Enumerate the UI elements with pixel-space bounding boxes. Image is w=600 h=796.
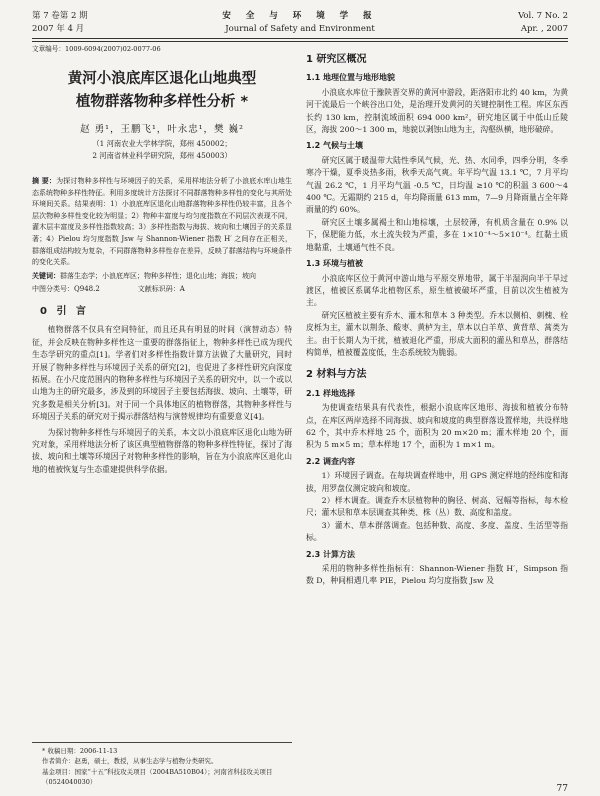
clc-number: 中图分类号：Q948.2 [32, 285, 100, 294]
title-line-2: 植物群落物种多样性分析 * [75, 94, 249, 110]
journal-title-en: Journal of Safety and Environment [225, 24, 375, 34]
left-column [32, 44, 292, 788]
journal-volume-en [518, 10, 568, 36]
keywords [32, 271, 292, 283]
header-rule [32, 38, 568, 42]
title-line-1: 黄河小浪底库区退化山地典型 [67, 71, 257, 87]
subsection-2-3: 2.3 计算方法 [306, 549, 355, 559]
subsection-1-3: 1.3 环境与植被 [306, 259, 363, 269]
paragraph-1-3b: 研究区植被主要有乔木、灌木和草本 3 种类型。乔木以侧柏、刺槐、栓皮栎为主，灌木以荆条、酸枣、黄栌为主，草本以白羊草、黄背草、蒿类为主。由于长期人为干扰，植被退化严重，形成大面积的灌丛和草丛，群落结构简单，植被覆盖度低，生态系统较为脆弱。 [306, 310, 568, 357]
footnote-received: * 收稿日期：2006-11-13 [42, 746, 118, 755]
right-column [306, 44, 568, 788]
footnote-author: 作者简介：赵勇，硕士，教授，从事生态学与植物分类研究。 [42, 757, 218, 766]
section-0-heading: 0 引 言 [40, 305, 89, 317]
abstract-label: 摘 要： [32, 177, 57, 185]
paragraph-2-2b: 2）样木调查。调查乔木层植物种的胸径、树高、冠幅等指标，每木检尺；灌木层和草本层调查其种类、株（丛）数、高度和盖度。 [306, 496, 568, 518]
authors: 赵 勇¹，王鹏飞¹，叶永忠¹，樊 巍² [80, 124, 244, 135]
journal-title-cn: 安 全 与 环 境 学 报 [222, 11, 378, 21]
paragraph-2-2c: 3）灌木、草本群落调查。包括种数、高度、多度、盖度、生活型等指标。 [306, 520, 568, 543]
paragraph-2-1: 为使调查结果具有代表性，根据小浪底库区地形、海拔和植被分布特点，在库区两岸选择不同海拔、坡向和坡度的典型群落设置样地，共设样地 62 个，其中乔木样地 25 个，面积为 20 m×20 m；灌木样地 20 个，面积为 5 m×5 m；草本样地 17 个，面积为 1 m×1 m。 [306, 403, 568, 450]
subsection-2-2: 2.2 调查内容 [306, 456, 355, 466]
subsection-2-1: 2.1 样地选择 [306, 388, 355, 398]
article-number: 文章编号：1009-6094(2007)02-0077-06 [32, 45, 161, 53]
vol-no-en: Vol. 7 No. 2 [518, 11, 568, 21]
paragraph-1-2: 研究区属于暖温带大陆性季风气候，光、热、水同季，四季分明，冬季寒冷干燥，夏季炎热多雨，秋季天高气爽。年平均气温 13.1 ℃，7 月平均气温 26.2 ℃，1 月平均气温 -0.5 ℃，日均温 ≥10 ℃的积温 3 600～4 400 ℃。无霜期约 215 d，年均降雨量 613 mm，7—9 月降雨量占全年降雨量的约 60%。 [306, 155, 568, 215]
keywords-text: 群落生态学；小浪底库区；物种多样性；退化山地；海拔；坡向 [60, 271, 256, 280]
section-1-heading: 1 研究区概况 [306, 54, 367, 65]
paragraph-1-1: 小浪底水库位于豫陕晋交界的黄河中游段，距洛阳市北约 40 km，为黄河干流最后一个峡谷出口处，是治理开发黄河的关键控制性工程。库区东西长约 130 km，控制流域面积 694 000 km²，研究地区属于中低山丘陵区，海拔 200～1 300 m，地貌以剥蚀山地为主，沟壑纵横，地形破碎。 [306, 87, 568, 135]
abstract-text: 为探讨物种多样性与环境因子的关系，采用样地法分析了小浪底水库山地生态系统物种多样性特征。利用多度统计方法探讨不同群落物种多样性的变化与其所处环境间关系。结果表明：1）小浪底库区退化山地群落物种多样性仍较丰富，且各个层次物种多样性变化较为明显；2）物种丰富度与均匀度指数在不同层次表现不同，灌木层丰富度及多样性指数较高；3）多样性指数与海拔、坡向和土壤因子的关系显著；4）Pielou 均匀度指数 Jsw 与 Shannon-Wiener 指数 H′ 之间存在正相关，群落组成结构较为复杂，不同群落物种多样性存在差异，反映了群落结构与环境条件的变化关系。 [32, 177, 292, 267]
section-2-heading: 2 材料与方法 [306, 369, 367, 381]
paragraph-2-2a: 1）环境因子调查。在每块调查样地中，用 GPS 测定样地的经纬度和海拔，用罗盘仪测定坡向和坡度。 [306, 471, 568, 493]
affiliation-1: （1 河南农业大学林学院，郑州 450002； [92, 139, 232, 148]
footnote-fund: 基金项目：国家“十五”科技攻关项目（2004BA510B04）；河南省科技攻关项目（0524040030） [42, 767, 273, 787]
subsection-1-1: 1.1 地理位置与地形地貌 [306, 73, 395, 83]
keywords-label: 关键词： [32, 271, 60, 280]
footnote [32, 742, 292, 788]
intro-paragraph-1: 植物群落不仅具有空间特征，而且还具有明显的时间（演替动态）特征，并会反映在物种多样性这一重要的群落指征上，物种多样性已成为现代生态学研究的重点[1]。学者们对多样性指数计算方法做了大量研究，同时开展了物种多样性与环境因子关系的研究[2]，也促进了多样性研究向深度拓展。在小尺度范围内的物种多样性与环境因子关系的研究中，以一个或以山地为主的研究最多，涉及到的环境因子主要包括海拔、坡向、土壤等，研究多数是相关分析[3]。对于同一个具体地区的植物群落，其物种多样性与环境因子关系的研究对于揭示群落结构与演替规律均有重要意义[4]。 [32, 325, 292, 422]
volume-issue: 第 7 卷第 2 期 [32, 11, 88, 21]
document-code: 文献标识码：A [137, 285, 185, 294]
paper-title [32, 68, 292, 114]
paragraph-2-3: 采用的物种多样性指标有：Shannon-Wiener 指数 H′，Simpson 指数 D，种间相遇几率 PIE，Pielou 均匀度指数 Jsw 及 [306, 564, 568, 586]
abstract [32, 176, 292, 269]
paragraph-1-2b: 研究区土壤多属褐土和山地棕壤，土层较薄，有机质含量在 0.9% 以下，保肥能力低，水土流失较为严重，多在 1×10⁻⁴～5×10⁻⁴。红黏土质地黏重，土壤通气性不良。 [306, 217, 568, 252]
journal-name [0, 10, 600, 36]
affiliation-2: 2 河南省林业科学研究院，郑州 450003） [92, 151, 232, 160]
paragraph-1-3: 小浪底库区位于黄河中游山地与平原交界地带，属于半湿润向半干旱过渡区，植被区系属华北植物区系，原生植被破坏严重，目前以次生植被为主。 [306, 273, 568, 308]
classification [32, 284, 292, 296]
page-number: 77 [556, 784, 568, 794]
intro-paragraph-2: 为探讨物种多样性与环境因子的关系，本文以小浪底库区退化山地为研究对象，采用样地法分析了该区典型植物群落的物种多样性特征，探讨了海拔、坡向和土壤等环境因子对物种多样性的影响，旨在为小浪底库区退化山地的植被恢复与生态重建提供科学依据。 [32, 427, 292, 474]
subsection-1-2: 1.2 气候与土壤 [306, 141, 363, 151]
date-en: Apr. , 2007 [520, 24, 568, 34]
issue-date: 2007 年 4 月 [32, 24, 85, 34]
